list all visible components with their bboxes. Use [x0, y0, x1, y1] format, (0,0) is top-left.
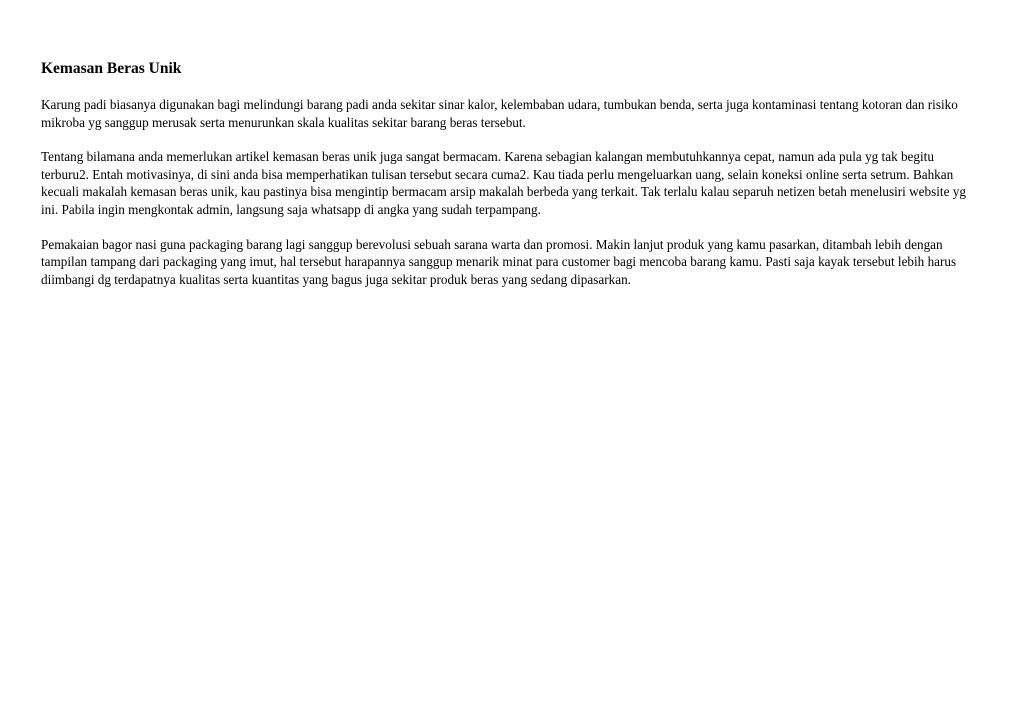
document-title: Kemasan Beras Unik — [41, 60, 182, 77]
paragraph-1: Karung padi biasanya digunakan bagi melindungi barang padi anda sekitar sinar kalor, kelembaban udara, tumbukan benda, serta juga kontaminasi tentang kotoran dan risiko mikroba yg sanggup merusak serta menurunkan skala kualitas sekitar barang beras tersebut. — [41, 97, 958, 130]
paragraph-2: Tentang bilamana anda memerlukan artikel kemasan beras unik juga sangat bermacam. Karena sebagian kalangan membutuhkannya cepat, namun ada pula yg tak begitu terburu2. Entah motivasinya, di sini anda bisa memperhatikan tulisan tersebut secara cuma2. Kau tiada perlu mengeluarkan uang, selain koneksi online serta setrum. Bahkan kecuali makalah kemasan beras unik, kau pastinya bisa mengintip bermacam arsip makalah berbeda yang terkait. Tak terlalu kalau separuh netizen betah menelusiri website yg ini. Pabila ingin mengkontak admin, langsung saja whatsapp di angka yang sudah terpampang. — [41, 149, 966, 217]
paragraph-3: Pemakaian bagor nasi guna packaging barang lagi sanggup berevolusi sebuah sarana warta dan promosi. Makin lanjut produk yang kamu pasarkan, ditambah lebih dengan tampilan tampang dari packaging yang imut, hal tersebut harapannya sanggup menarik minat para customer bagi mencoba barang kamu. Pasti saja kayak tersebut lebih harus diimbangi dg terdapatnya kualitas serta kuantitas yang bagus juga sekitar produk beras yang sedang dipasarkan. — [41, 236, 957, 287]
document-page — [41, 58, 981, 305]
